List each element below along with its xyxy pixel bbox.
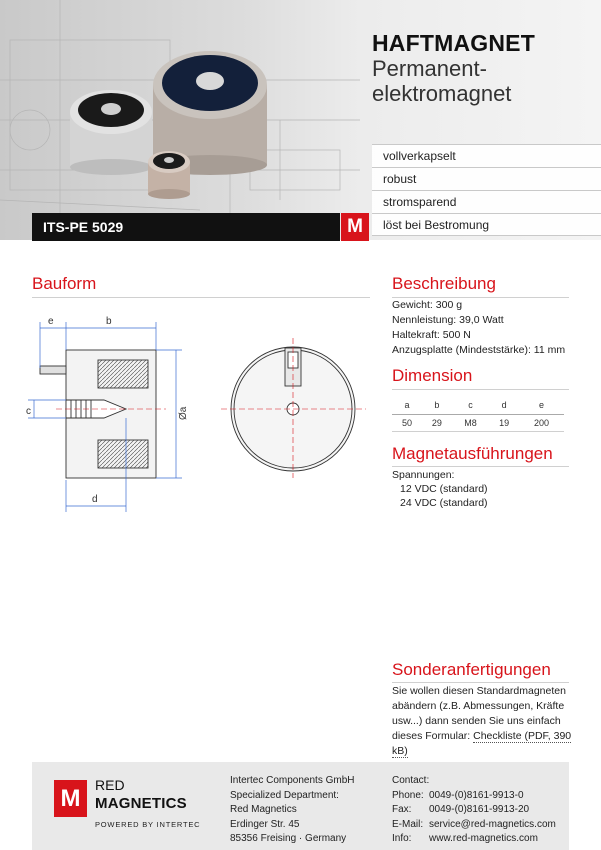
dim-label-c: c xyxy=(26,406,31,417)
company-line: Erdinger Str. 45 xyxy=(230,818,300,830)
page-subtitle-line2: elektromagnet xyxy=(372,81,512,106)
table-header-cell: d xyxy=(489,397,519,414)
bauform-title: Bauform xyxy=(32,274,97,293)
contact-label: Phone: xyxy=(392,789,424,801)
company-address xyxy=(230,774,355,847)
table-header-cell: b xyxy=(422,397,452,414)
company-line: Specialized Department: xyxy=(230,789,339,801)
dim-label-d: d xyxy=(92,494,98,505)
table-header-cell: a xyxy=(392,397,422,414)
magnet-small xyxy=(148,151,190,199)
table-header-cell: c xyxy=(452,397,489,414)
feature-item: robust xyxy=(372,167,601,190)
contact-block xyxy=(392,774,556,847)
model-bar: ITS-PE 5029 xyxy=(32,213,340,241)
sonder-title: Sonderanfertigungen xyxy=(392,660,551,679)
voltage-label: Spannungen: xyxy=(392,469,455,481)
company-line: 85356 Freising · Germany xyxy=(230,833,347,844)
dim-label-e: e xyxy=(48,316,54,327)
sonder-divider xyxy=(392,682,569,683)
fax-value: 0049-(0)8161-9913-20 xyxy=(429,804,530,815)
feature-item: vollverkapselt xyxy=(372,144,601,167)
table-cell: 50 xyxy=(392,414,422,431)
table-cell: 29 xyxy=(422,414,452,431)
description-line: Anzugsplatte (Mindeststärke): 11 mm xyxy=(392,344,566,356)
bauform-drawing xyxy=(26,308,371,518)
beschreibung-title: Beschreibung xyxy=(392,274,496,293)
ausfuehrungen-title: Magnetausführungen xyxy=(392,444,553,463)
dim-label-b: b xyxy=(106,316,112,327)
footer xyxy=(32,762,569,850)
table-cell: 19 xyxy=(489,414,519,431)
brand-line1: RED xyxy=(95,777,125,793)
brand-tagline: POWERED BY INTERTEC xyxy=(95,820,201,829)
feature-list xyxy=(372,144,601,236)
contact-title: Contact: xyxy=(392,775,430,786)
bauform-divider xyxy=(32,297,370,298)
red-magnetics-logo-icon: M xyxy=(54,780,87,817)
custom-text-line: dieses Formular: xyxy=(392,730,474,742)
table-row xyxy=(392,414,564,431)
email-link[interactable]: service@red-magnetics.com xyxy=(429,818,556,830)
ausfuehrungen-divider xyxy=(392,466,569,467)
custom-text-line: abändern (z.B. Abmessungen, Kräfte xyxy=(392,700,565,712)
company-line: Red Magnetics xyxy=(230,804,297,815)
brand-line2: MAGNETICS xyxy=(95,795,187,812)
custom-text-line: Sie wollen diesen Standardmagneten xyxy=(392,685,566,697)
table-header-row xyxy=(392,397,564,414)
custom-text-line: usw...) dann senden Sie uns einfach xyxy=(392,715,561,727)
contact-label: Fax: xyxy=(392,804,412,815)
phone-value: 0049-(0)8161-9913-0 xyxy=(429,789,524,801)
table-cell: 200 xyxy=(519,414,564,431)
description-line: Nennleistung: 39,0 Watt xyxy=(392,314,504,326)
feature-item: löst bei Bestromung xyxy=(372,213,601,236)
page-title: HAFTMAGNET xyxy=(372,30,535,56)
title-block xyxy=(372,30,535,106)
dimension-table xyxy=(392,397,564,432)
page-subtitle-line1: Permanent- xyxy=(372,56,487,81)
company-line: Intertec Components GmbH xyxy=(230,775,355,786)
voltage-item: 24 VDC (standard) xyxy=(400,497,488,509)
voltage-item: 12 VDC (standard) xyxy=(400,483,488,495)
custom-text xyxy=(392,684,582,759)
m-logo-icon: M xyxy=(341,213,369,241)
contact-label: Info: xyxy=(392,833,412,844)
magnet-medium xyxy=(70,90,152,175)
description-line: Haltekraft: 500 N xyxy=(392,329,471,341)
dim-label-a: Øa xyxy=(178,406,189,420)
table-cell: M8 xyxy=(452,414,489,431)
checklist-link[interactable]: Checkliste (PDF, 390 kB) xyxy=(392,730,572,757)
dimension-divider xyxy=(392,389,569,390)
voltage-list xyxy=(392,468,488,510)
dimension-title: Dimension xyxy=(392,366,473,385)
description-line: Gewicht: 300 g xyxy=(392,299,463,311)
description-list xyxy=(392,298,565,358)
website-link[interactable]: www.red-magnetics.com xyxy=(429,833,538,844)
feature-item: stromsparend xyxy=(372,190,601,213)
contact-label: E-Mail: xyxy=(392,818,424,830)
table-header-cell: e xyxy=(519,397,564,414)
